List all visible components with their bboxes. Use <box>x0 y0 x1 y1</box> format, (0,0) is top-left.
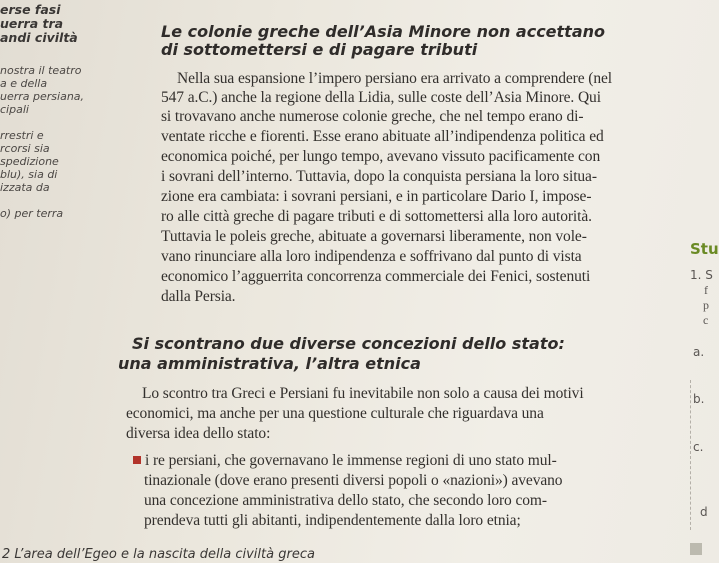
paragraph-line: dalla Persia. <box>161 288 236 305</box>
paragraph-line: i sovrani dell’interno. Tuttavia, dopo la conquista persiana la loro situa- <box>161 168 597 185</box>
study-item: c. <box>693 440 704 454</box>
margin-line: a e della <box>0 77 48 90</box>
margin-line: andi civiltà <box>0 30 78 45</box>
bullet-line: una concezione amministrativa dello stato, che secondo loro com- <box>144 492 547 509</box>
paragraph-line: Lo scontro tra Greci e Persiani fu inevitabile non solo a causa dei motivi <box>142 385 584 402</box>
paragraph-line: 547 a.C.) anche la regione della Lidia, sulle coste dell’Asia Minore. Qui <box>161 89 601 106</box>
study-item: c <box>703 313 709 327</box>
paragraph-line: Nella sua espansione l’impero persiano era arrivato a comprendere (nel <box>177 70 612 87</box>
bullet-line: prendeva tutti gli abitanti, indipendentemente dalla loro etnia; <box>144 512 521 529</box>
margin-line: blu), sia di <box>0 168 58 181</box>
bullet-line: i re persiani, che governavano le immense regioni di uno stato mul- <box>133 452 557 470</box>
paragraph-line: Tuttavia le poleis greche, abituate a governarsi liberamente, non vole- <box>161 228 587 245</box>
study-item: a. <box>693 345 705 359</box>
paragraph-line: economica poiché, per lungo tempo, avevano vissuto pacificamente con <box>161 148 601 165</box>
bullet-line: tinazionale (dove erano presenti diversi popoli o «nazioni») avevano <box>144 472 563 489</box>
paragraph-line: economico l’agguerrita concorrenza commerciale dei Fenici, sostenuti <box>161 268 591 285</box>
margin-line: uerra tra <box>0 16 64 31</box>
margin-notes <box>0 0 150 563</box>
paragraph-line: zione era cambiata: i sovrani persiani, e in particolare Dario I, impose- <box>161 188 592 205</box>
margin-line: o) per terra <box>0 207 64 220</box>
section-2-title-line: una amministrativa, l’altra etnica <box>118 354 421 373</box>
paragraph-line: economici, ma anche per una questione culturale che riguardava una <box>126 405 544 422</box>
study-box-title: Stu <box>690 240 719 258</box>
paragraph-line: diversa idea dello stato: <box>126 425 271 442</box>
margin-line: rrestri e <box>0 129 44 142</box>
study-item: 1. S <box>690 268 713 282</box>
study-item: p <box>703 298 709 312</box>
study-item: f <box>704 283 708 297</box>
margin-line: spedizione <box>0 155 59 168</box>
paragraph-line: si trovavano anche numerose colonie greche, che nel tempo erano di- <box>161 108 584 125</box>
section-1-title-line: Le colonie greche dell’Asia Minore non accettano <box>161 22 606 41</box>
study-item: b. <box>693 392 705 406</box>
divider <box>690 380 692 530</box>
section-2-title-line: Si scontrano due diverse concezioni dello stato: <box>132 334 565 353</box>
margin-line: nostra il teatro <box>0 64 82 77</box>
margin-line: cipali <box>0 103 29 116</box>
paragraph-line: vano rinunciare alla loro indipendenza e soffrivano dal punto di vista <box>161 248 582 265</box>
study-item: d <box>700 505 708 519</box>
paragraph-line: ventate ricche e fiorenti. Esse erano abituate all’indipendenza politica ed <box>161 128 604 145</box>
margin-line: rcorsi sia <box>0 142 50 155</box>
margin-line: izzata da <box>0 181 50 194</box>
section-1-title-line: di sottomettersi e di pagare tributi <box>161 40 478 59</box>
page-corner-mark <box>690 543 702 555</box>
paragraph-line: ro alle città greche di pagare tributi e di sottomettersi alla loro autorità. <box>161 208 592 225</box>
margin-line: uerra persiana, <box>0 90 85 103</box>
margin-line: erse fasi <box>0 2 61 17</box>
figure-caption: 2 L’area dell’Egeo e la nascita della civiltà greca <box>2 547 315 562</box>
square-bullet-icon <box>133 456 141 464</box>
